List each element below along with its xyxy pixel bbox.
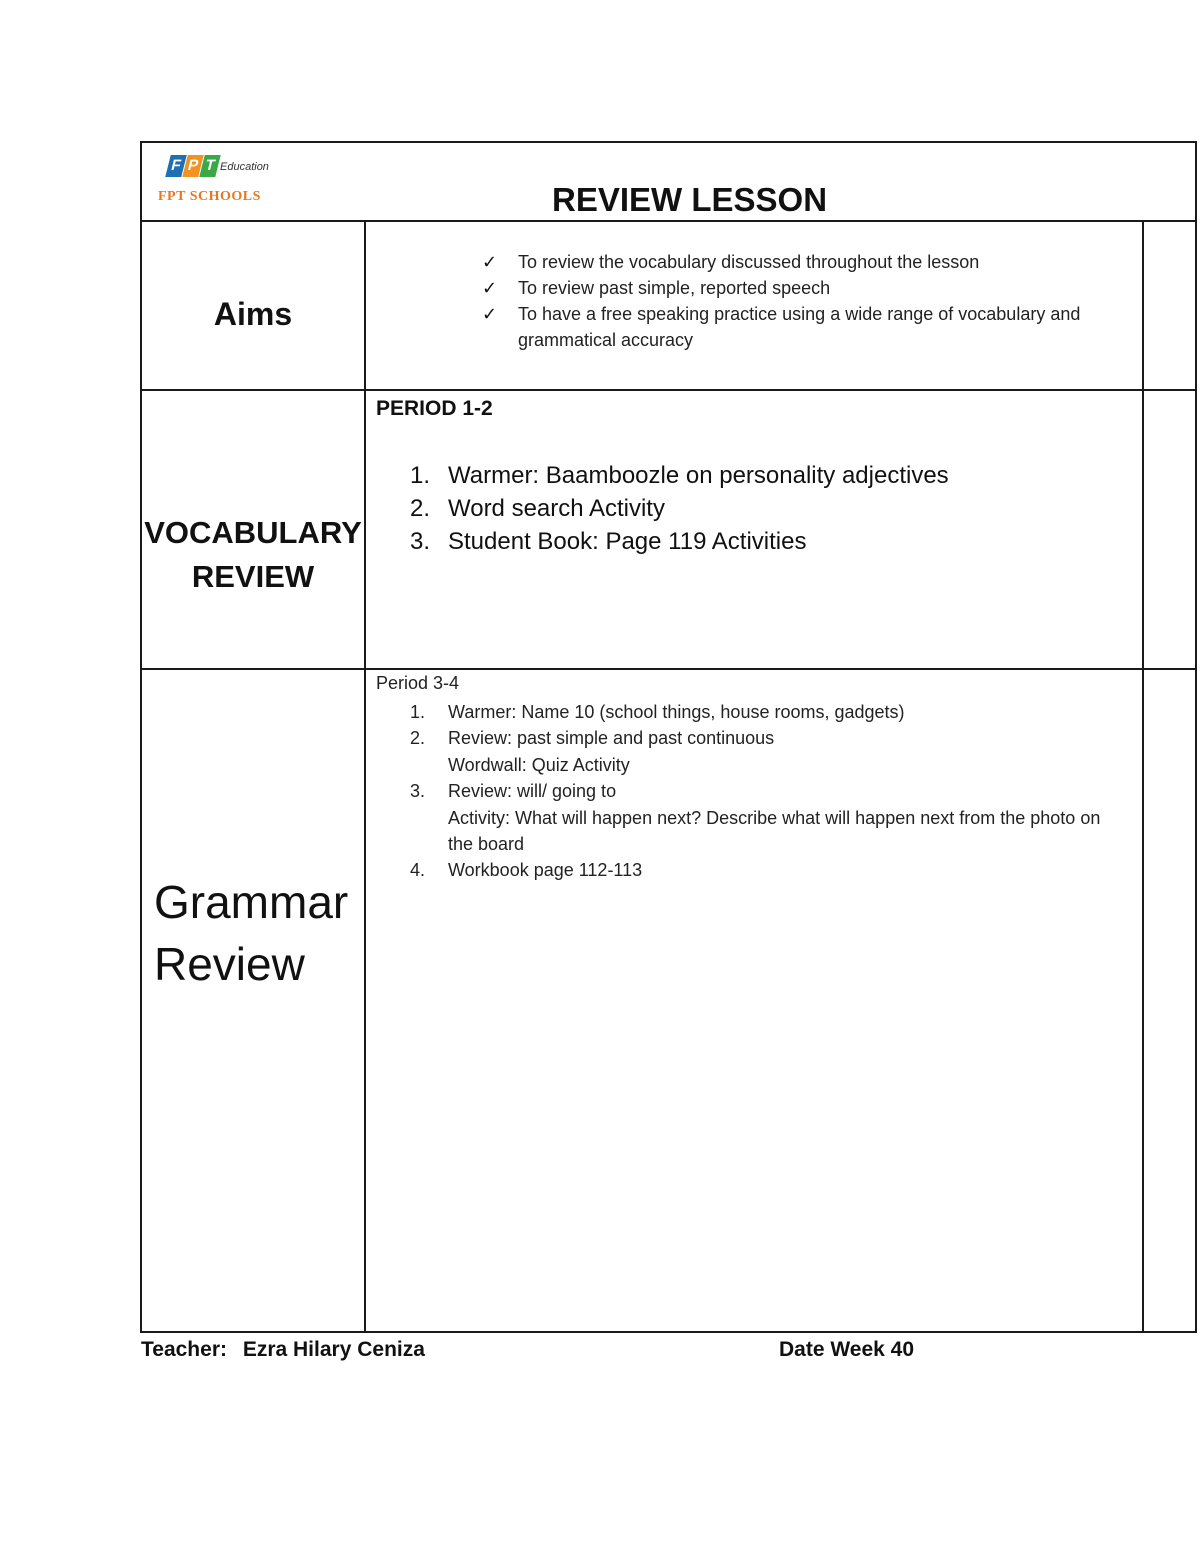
list-item-line: Review: will/ going to <box>448 781 617 802</box>
grammar-label-line2: Review <box>154 938 305 990</box>
list-item-text: Word search Activity <box>448 495 665 522</box>
list-item-number: 1. <box>410 462 431 489</box>
lesson-plan-table <box>140 141 1197 1333</box>
list-item-number: 3. <box>410 781 426 802</box>
grammar-review-label <box>154 871 348 995</box>
list-item-text: Student Book: Page 119 Activities <box>448 528 807 555</box>
row-divider-vocab <box>142 668 1195 670</box>
list-item-line: Workbook page 112-113 <box>448 860 643 881</box>
page-title: REVIEW LESSON <box>552 181 828 218</box>
vocabulary-review-label <box>142 511 364 599</box>
grammar-activity-list <box>410 699 1130 884</box>
list-item <box>410 525 949 558</box>
checkmark-icon: ✓ <box>482 278 498 298</box>
list-item-number: 1. <box>410 702 426 722</box>
column-divider-right <box>1142 220 1144 1331</box>
aims-list <box>482 249 1142 353</box>
aim-text: To review the vocabulary discussed throughout the lesson <box>518 252 980 272</box>
logo-schools-text: FPT SCHOOLS <box>158 189 261 204</box>
list-item <box>410 725 1130 778</box>
aim-item <box>482 301 1142 353</box>
fpt-schools-logo <box>158 155 288 215</box>
logo-tile-t: T <box>199 155 220 177</box>
logo-education-text: Education <box>220 161 269 173</box>
list-item-number: 2. <box>410 728 426 749</box>
grammar-label-line1: Grammar <box>154 876 349 928</box>
teacher-label: Teacher: <box>141 1338 227 1361</box>
teacher-name: Ezra Hilary Ceniza <box>242 1338 425 1361</box>
list-item <box>410 857 1130 883</box>
list-item <box>410 492 949 525</box>
vocabulary-period-title: PERIOD 1-2 <box>376 397 493 420</box>
logo-tile-p: P <box>182 155 203 177</box>
list-item <box>410 778 1130 857</box>
list-item-text: Warmer: Baamboozle on personality adjectives <box>448 462 949 489</box>
list-item-number: 2. <box>410 495 431 522</box>
list-item-line: Review: past simple and past continuous <box>448 728 775 749</box>
list-item <box>410 699 1130 725</box>
list-item <box>410 459 949 492</box>
list-item-line: Wordwall: Quiz Activity <box>448 754 630 775</box>
list-item-number: 3. <box>410 528 431 555</box>
list-item-line: Warmer: Name 10 (school things, house rooms, gadgets) <box>448 702 905 722</box>
vocabulary-activity-list <box>410 459 949 558</box>
date-line: Date Week 40 <box>779 1338 915 1361</box>
aim-text: To review past simple, reported speech <box>518 278 831 298</box>
vocabulary-label-line1: VOCABULARY <box>144 515 362 550</box>
column-divider-label <box>364 220 366 1331</box>
list-item-line: Activity: What will happen next? Describe what will happen next from the photo on the board <box>448 807 1101 855</box>
row-divider-aims <box>142 389 1195 391</box>
checkmark-icon: ✓ <box>482 304 498 324</box>
fpt-logo-tiles <box>168 155 219 181</box>
aims-label: Aims <box>213 296 293 332</box>
teacher-line <box>141 1338 425 1362</box>
vocabulary-label-line2: REVIEW <box>191 559 315 594</box>
aim-item <box>482 249 1142 275</box>
aim-item <box>482 275 1142 301</box>
list-item-number: 4. <box>410 860 426 881</box>
aim-text: To have a free speaking practice using a wide range of vocabulary and grammatical accuracy <box>518 304 1081 350</box>
logo-tile-f: F <box>165 155 186 177</box>
grammar-period-title: Period 3-4 <box>376 673 460 693</box>
row-divider-header <box>142 220 1195 222</box>
checkmark-icon: ✓ <box>482 252 498 272</box>
